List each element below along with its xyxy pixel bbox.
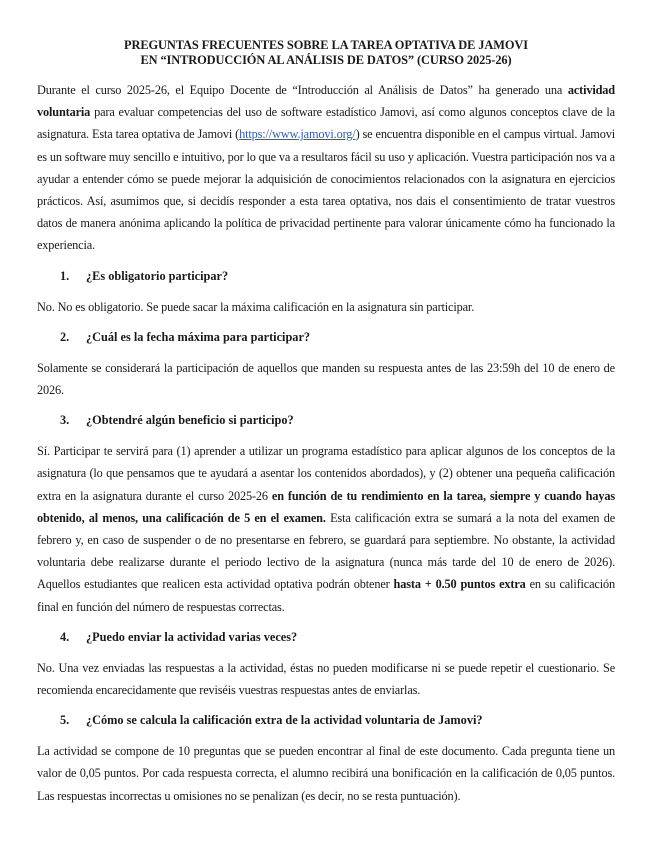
question-text: ¿Es obligatorio participar? — [86, 268, 229, 283]
answer-1: No. No es obligatorio. Se puede sacar la máxima calificación en la asignatura sin participar. — [37, 299, 475, 314]
title-line-2: EN “INTRODUCCIÓN AL ANÁLISIS DE DATOS” (CURSO 2025-26) — [140, 53, 512, 67]
question-text: ¿Obtendré algún beneficio si participo? — [86, 413, 294, 428]
answer-3-text-3: en su calificación final en función del número de respuestas correctas. — [37, 577, 615, 614]
question-3-heading — [37, 409, 615, 431]
question-text: ¿Cómo se calcula la calificación extra de la actividad voluntaria de Jamovi? — [86, 713, 483, 728]
answer-4: No. Una vez enviadas las respuestas a la actividad, éstas no pueden modificarse ni se puede repetir el cuestionario. Se recomienda encarecidamente que reviséis vuestras respuestas antes de enviarlas. — [37, 660, 615, 698]
answer-2: Solamente se considerará la participación de aquellos que manden su respuesta antes de las 23:59h del 10 de enero de 2026. — [37, 360, 615, 398]
answer-5: La actividad se compone de 10 preguntas que se pueden encontrar al final de este documento. Cada pregunta tiene un valor de 0,05 puntos. Por cada respuesta correcta, el alumno recibirá una bonificación en la calificación de 0,05 puntos. Las respuestas incorrectas u omisiones no se penalizan (es decir, no se resta puntuación). — [37, 744, 615, 803]
question-number: 2. — [60, 329, 70, 344]
question-1-heading — [37, 265, 615, 287]
answer-3-bold-points: hasta + 0.50 puntos extra — [393, 577, 526, 592]
answer-3-bold-condition: en función de tu rendimiento en la tarea, siempre y cuando hayas obtenido, al menos, una calificación de 5 en el examen. — [37, 488, 615, 525]
question-number: 4. — [60, 629, 70, 644]
intro-paragraph — [37, 79, 615, 257]
question-number: 1. — [60, 268, 70, 283]
intro-text-1: Durante el curso 2025-26, el Equipo Docente de “Introducción al Análisis de Datos” ha generado una — [37, 83, 568, 97]
question-5-heading — [37, 709, 615, 731]
question-2-heading — [37, 326, 615, 348]
intro-text-2: para evaluar competencias del uso de software estadístico Jamovi, así como algunos conceptos clave de la asignatura. Esta tarea optativa de Jamovi ( — [37, 105, 615, 142]
intro-text-3: ) se encuentra disponible en el campus virtual. Jamovi es un software muy sencillo e intuitivo, por lo que va a resultaros fácil su uso y aplicación. Vuestra participación nos va a ayudar a entender cómo se puede mejorar la adquisición de conocimientos relacionados con la asignatura en ejercicios prácticos. Así, asumimos que, si decidís responder a esta tarea optativa, nos dais el consentimiento de tratar vuestros datos de manera anónima aplicando la política de privacidad pertinente para valorar únicamente cómo ha funcionado la experiencia. — [37, 127, 615, 253]
answer-3-text-2: Esta calificación extra se sumará a la nota del examen de febrero y, en caso de suspender o de no presentarse en febrero, se guardará para septiembre. No obstante, la actividad voluntaria debe realizarse durante el periodo lectivo de la asignatura (nunca más tarde del 10 de enero de 2026). Aquellos estudiantes que realicen esta actividad optativa podrán obtener — [37, 510, 615, 592]
answer-3-text-1: Sí. Participar te servirá para (1) aprender a utilizar un programa estadístico para aplicar algunos de los conceptos de la asignatura (lo que pensamos que te ayudará a asentar los contenidos abordados), y (2) obtener una pequeña calificación extra en la asignatura durante el curso 2025-26 — [37, 444, 615, 503]
title-line-1: PREGUNTAS FRECUENTES SOBRE LA TAREA OPTATIVA DE JAMOVI — [124, 38, 528, 52]
document-title — [37, 38, 615, 68]
question-text: ¿Puedo enviar la actividad varias veces? — [86, 629, 298, 644]
question-4-heading — [37, 626, 615, 648]
answer-3 — [37, 440, 615, 618]
question-number: 3. — [60, 413, 70, 428]
jamovi-link[interactable]: https://www.jamovi.org/ — [239, 127, 356, 142]
question-text: ¿Cuál es la fecha máxima para participar? — [86, 329, 311, 344]
intro-bold-voluntary: actividad voluntaria — [37, 83, 615, 120]
question-number: 5. — [60, 713, 70, 728]
